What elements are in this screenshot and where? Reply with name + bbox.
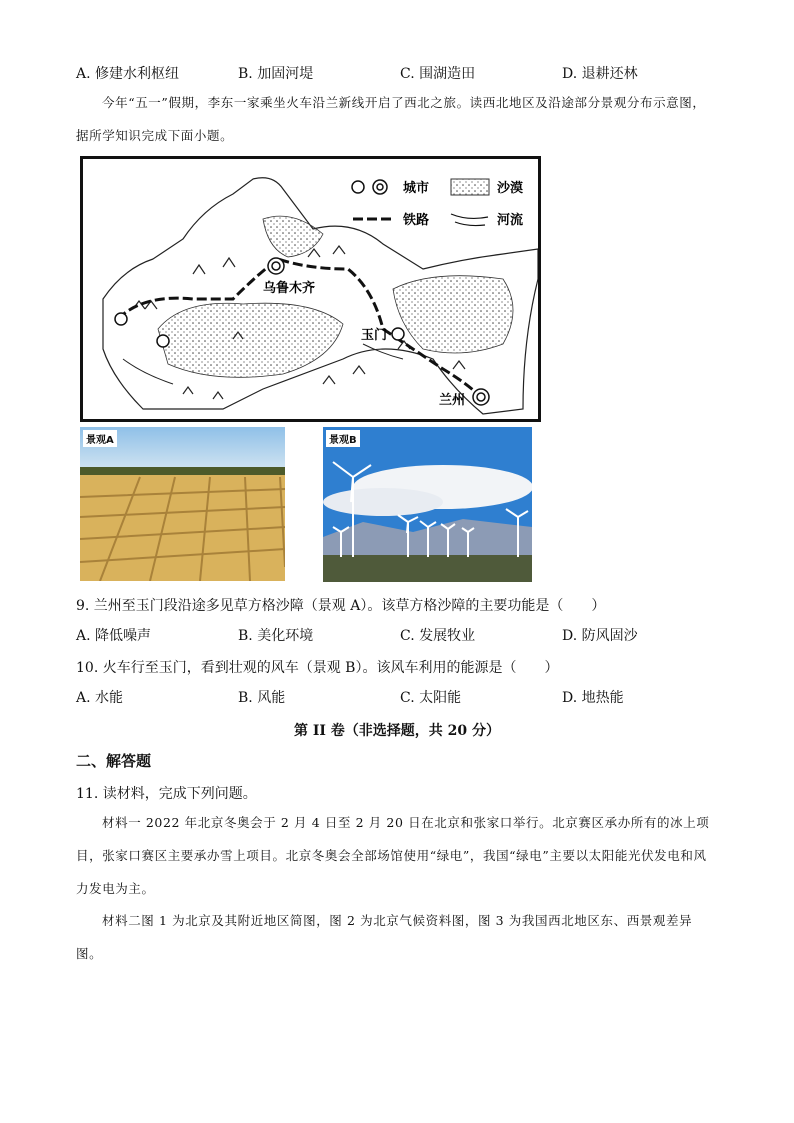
q11-material1: 材料一 2022 年北京冬奥会于 2 月 4 日至 2 月 20 日在北京和张家口举行。北京赛区承办所有的冰上项目，张家口赛区主要承办雪上项目。北京冬奥会全部场馆使用“绿电”，我国“绿电”主要以太阳能光伏发电和风力发电为主。 xyxy=(76,815,710,896)
photo-landscape-b xyxy=(323,427,532,582)
q10-option-c[interactable]: C. 太阳能 xyxy=(400,690,462,706)
q9-options xyxy=(76,625,716,647)
q9-option-d[interactable]: D. 防风固沙 xyxy=(562,628,638,644)
q9-option-a[interactable]: A. 降低噪声 xyxy=(76,628,152,644)
q8-option-d[interactable]: D. 退耕还林 xyxy=(562,66,638,82)
city-southwest xyxy=(157,335,169,347)
legend-desert-label: 沙漠 xyxy=(497,181,524,196)
city-yumen-marker xyxy=(392,328,404,340)
photo-landscape-a xyxy=(80,427,285,581)
intro-paragraph: 今年“五一”假期，李东一家乘坐火车沿兰新线开启了西北之旅。读西北地区及沿途部分景观分布示意图，据所学知识完成下面小题。 xyxy=(76,95,706,143)
q10-option-b[interactable]: B. 风能 xyxy=(238,690,286,706)
q8-options xyxy=(76,63,716,85)
q8-option-b[interactable]: B. 加固河堤 xyxy=(238,66,314,82)
q11-stem: 11. 读材料，完成下列问题。 xyxy=(76,786,257,802)
label-lanzhou: 兰州 xyxy=(439,393,466,408)
q10-option-a[interactable]: A. 水能 xyxy=(76,690,124,706)
q10-stem: 10. 火车行至玉门，看到壮观的风车（景观 B）。该风车利用的能源是（ ） xyxy=(76,660,559,676)
q8-option-c[interactable]: C. 围湖造田 xyxy=(400,66,476,82)
legend-river-icon xyxy=(451,214,488,226)
q9-option-c[interactable]: C. 发展牧业 xyxy=(400,628,476,644)
label-urumqi: 乌鲁木齐 xyxy=(263,281,316,296)
q8-option-a[interactable]: A. 修建水利枢纽 xyxy=(76,66,180,82)
legend-desert-icon xyxy=(451,179,489,195)
q9-stem: 9. 兰州至玉门段沿途多见草方格沙障（景观 A）。该草方格沙障的主要功能是（ ） xyxy=(76,598,606,614)
map-graphic xyxy=(83,159,538,419)
legend-river-label: 河流 xyxy=(497,213,524,228)
photo-a-label: 景观A xyxy=(83,430,117,447)
legend-city-icon xyxy=(352,181,364,193)
q11-material2: 材料二图 1 为北京及其附近地区简图，图 2 为北京气候资料图，图 3 为我国西北地区东、西景观差异图。 xyxy=(76,913,693,961)
q10-options xyxy=(76,687,716,709)
q10-option-d[interactable]: D. 地热能 xyxy=(562,690,624,706)
legend-city-label: 城市 xyxy=(403,181,430,196)
city-west xyxy=(115,313,127,325)
photo-b-label: 景观B xyxy=(326,430,360,447)
northwest-map xyxy=(80,156,541,422)
label-yumen: 玉门 xyxy=(361,328,388,343)
map-legend xyxy=(352,179,523,228)
section2-heading: 二、解答题 xyxy=(76,752,152,770)
q9-option-b[interactable]: B. 美化环境 xyxy=(238,628,314,644)
legend-railway-label: 铁路 xyxy=(403,213,430,228)
volume2-title: 第 II 卷（非选择题，共 20 分） xyxy=(293,723,501,739)
